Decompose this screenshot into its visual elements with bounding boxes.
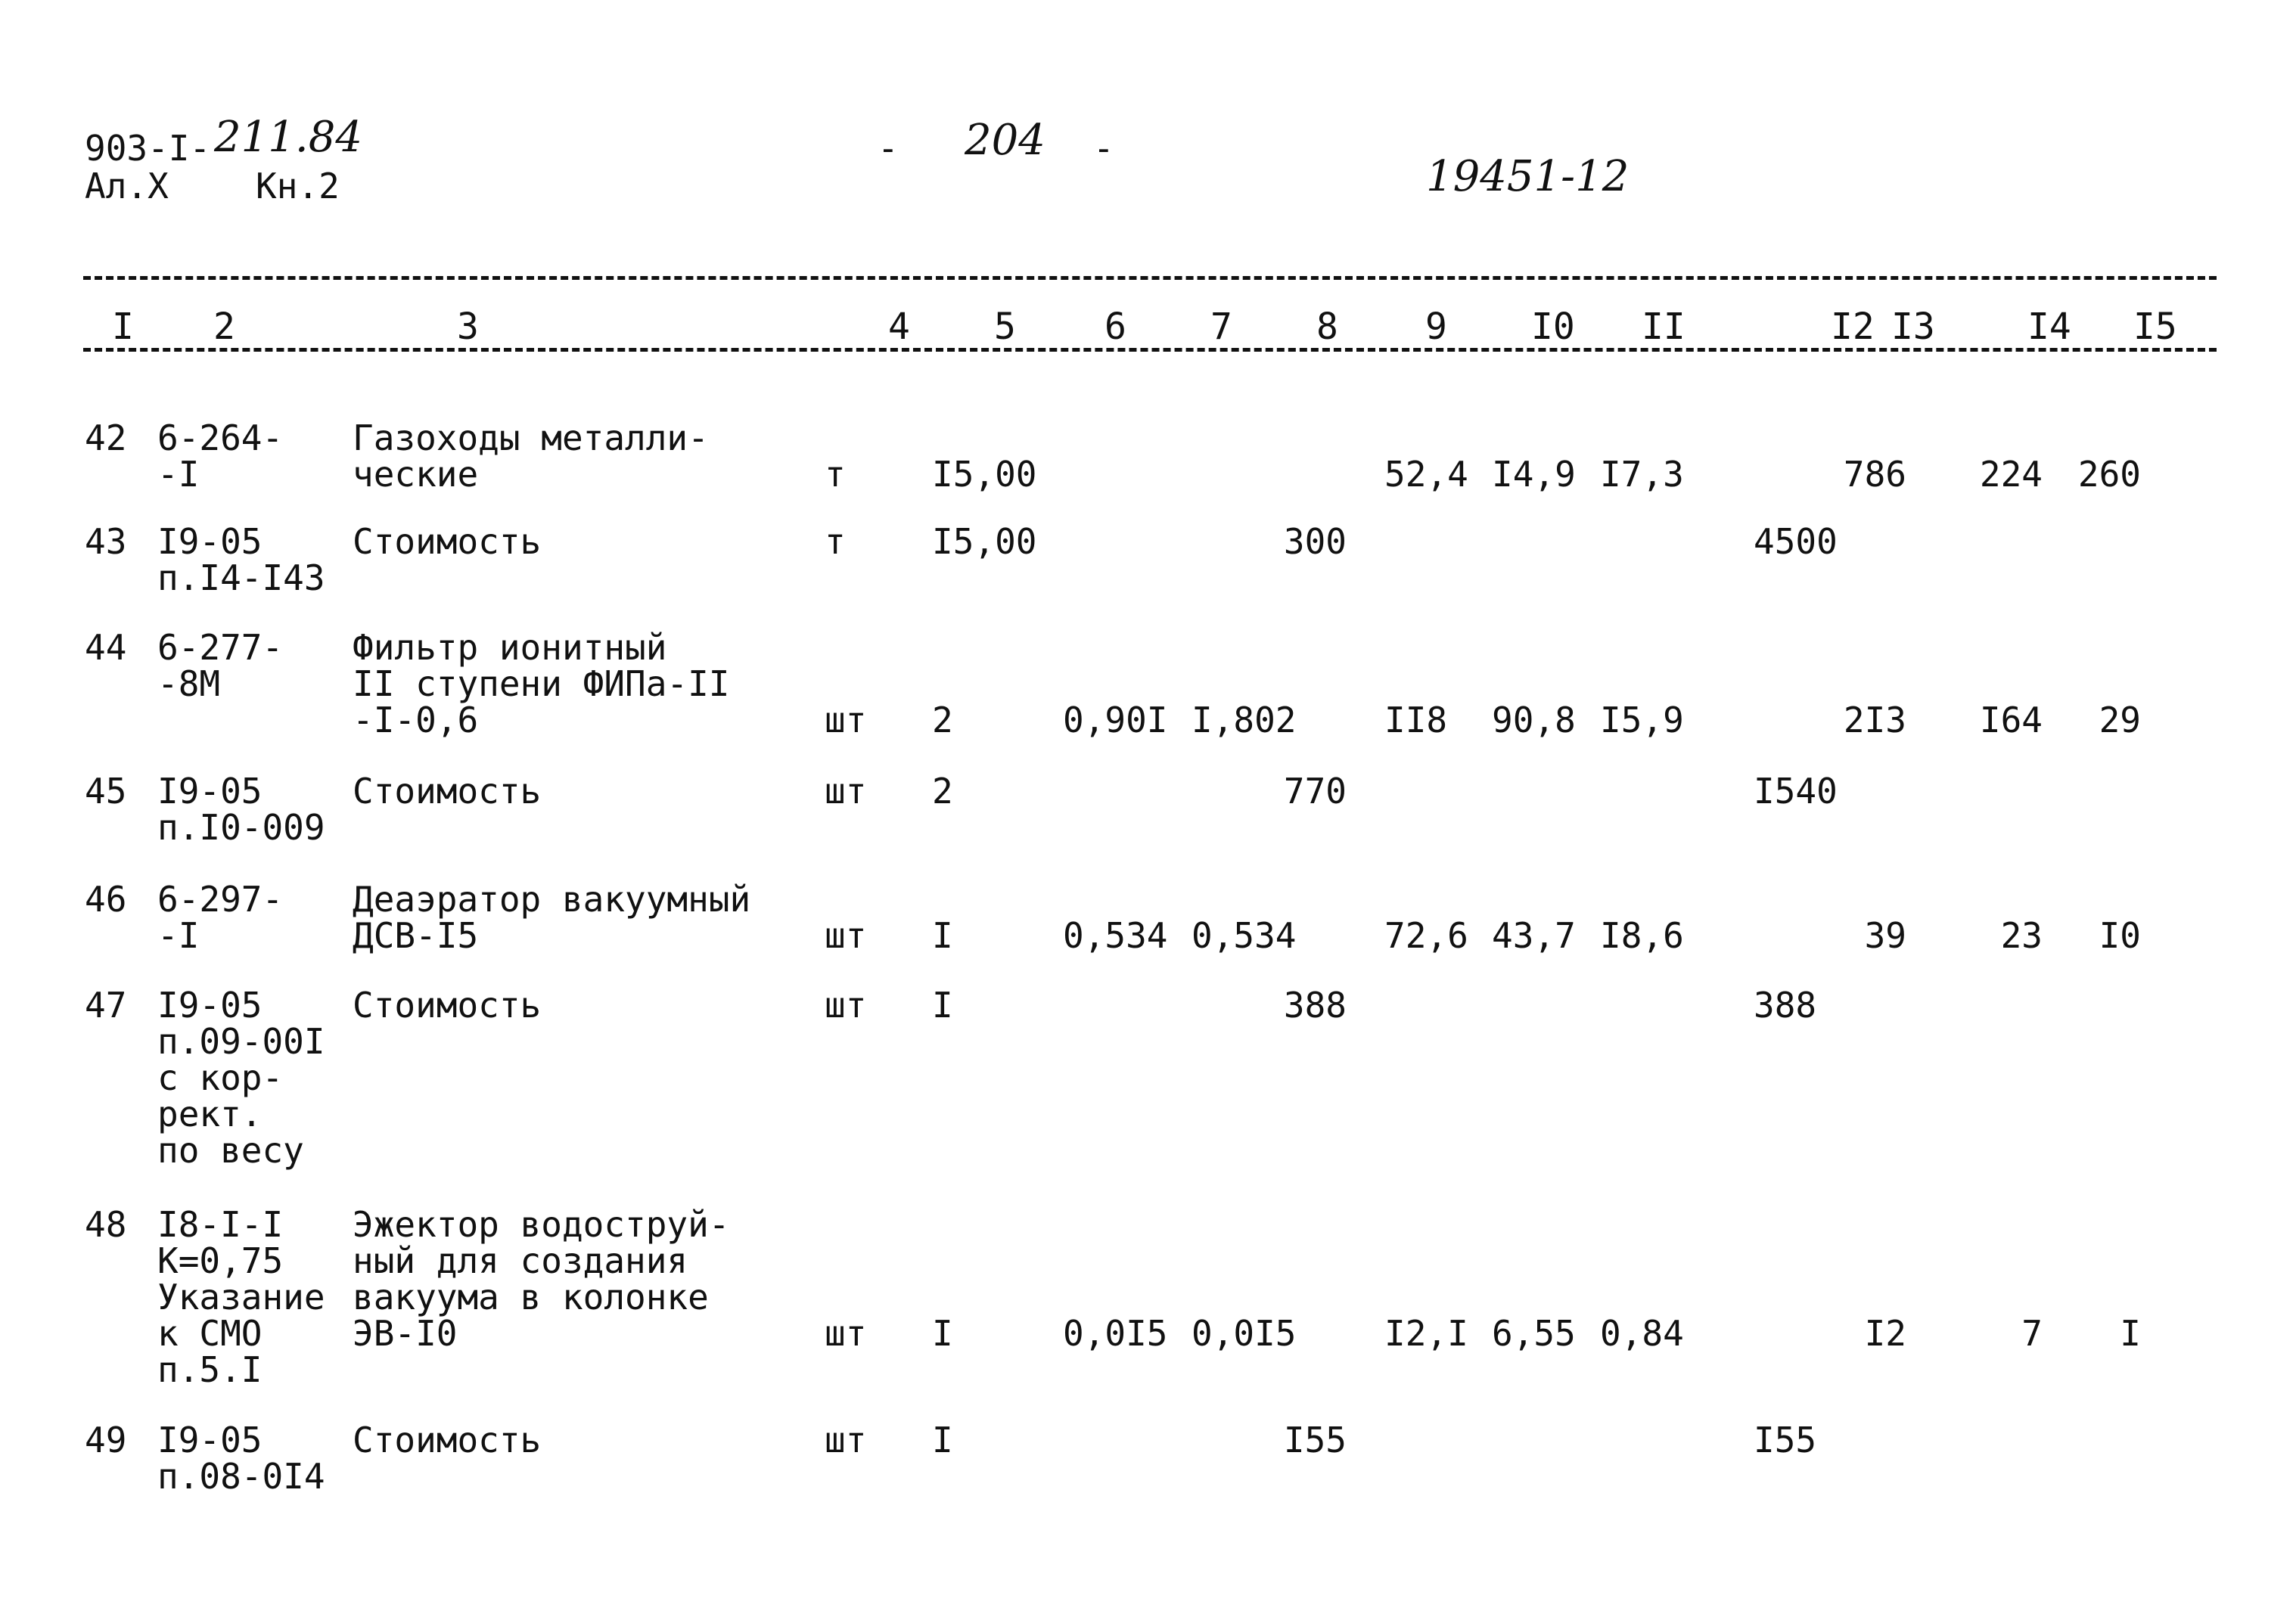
item-name: Фильтр ионитный bbox=[353, 627, 667, 668]
book-label: Кн.2 bbox=[256, 166, 340, 206]
unit-cell: шт bbox=[825, 1420, 867, 1460]
norm-code: с кор- bbox=[157, 1057, 284, 1098]
value-cell-c11: I7,3 bbox=[1600, 454, 1684, 495]
row-number: 44 bbox=[85, 627, 127, 668]
norm-code: Указание bbox=[157, 1277, 325, 1317]
norm-code: -8М bbox=[157, 663, 221, 704]
norm-code: I9-05 bbox=[157, 1420, 263, 1460]
header-rule-top bbox=[83, 276, 2217, 280]
norm-code: к СМО bbox=[157, 1313, 263, 1354]
header-rule-bottom bbox=[83, 348, 2217, 352]
value-cell-c7: 0,0I5 bbox=[1191, 1313, 1297, 1354]
value-cell-c8: 300 bbox=[1283, 521, 1347, 562]
row-number: 49 bbox=[85, 1420, 127, 1460]
value-cell-c14: 7 bbox=[2021, 1313, 2043, 1354]
page-dash-right: - bbox=[1093, 128, 1114, 169]
value-cell-c10: 6,55 bbox=[1492, 1313, 1576, 1354]
value-cell-c13: I2 bbox=[1864, 1313, 1906, 1354]
norm-code: 6-297- bbox=[157, 879, 284, 920]
norm-code: -I bbox=[157, 454, 200, 495]
unit-cell: т bbox=[825, 521, 846, 562]
column-header-cell: 4 bbox=[888, 306, 910, 348]
album-label: Ал.X bbox=[85, 166, 169, 206]
quantity-cell: 2 bbox=[932, 771, 953, 812]
norm-code: по весу bbox=[157, 1130, 304, 1171]
page-number: 204 bbox=[965, 116, 1045, 165]
quantity-cell: I bbox=[932, 1420, 953, 1460]
norm-code: п.08-0I4 bbox=[157, 1456, 325, 1497]
value-cell-c11: 0,84 bbox=[1600, 1313, 1684, 1354]
item-name: вакуума в колонке bbox=[353, 1277, 709, 1317]
column-header-cell: I2 bbox=[1831, 306, 1875, 348]
value-cell-c10: 90,8 bbox=[1492, 700, 1576, 740]
column-header-cell: 2 bbox=[213, 306, 235, 348]
row-number: 48 bbox=[85, 1204, 127, 1245]
value-cell-c7: I,802 bbox=[1191, 700, 1297, 740]
item-name: ДСВ-I5 bbox=[353, 915, 479, 956]
column-header-cell: 3 bbox=[457, 306, 479, 348]
value-cell-c12: I55 bbox=[1754, 1420, 1817, 1460]
row-number: 45 bbox=[85, 771, 127, 812]
norm-code: п.09-00I bbox=[157, 1021, 325, 1062]
item-name: Стоимость bbox=[353, 1420, 542, 1460]
item-name: ный для создания bbox=[353, 1240, 688, 1281]
column-header-cell: 7 bbox=[1210, 306, 1232, 348]
quantity-cell: I bbox=[932, 985, 953, 1026]
value-cell-c12: I540 bbox=[1754, 771, 1838, 812]
value-cell-c8: I55 bbox=[1283, 1420, 1347, 1460]
item-name: II ступени ФИПа-II bbox=[353, 663, 730, 704]
series-handwritten: 211.84 bbox=[214, 113, 362, 162]
unit-cell: т bbox=[825, 454, 846, 495]
norm-code: п.I4-I43 bbox=[157, 557, 325, 598]
value-cell-c8: 770 bbox=[1283, 771, 1347, 812]
norm-code: рект. bbox=[157, 1094, 263, 1134]
unit-cell: шт bbox=[825, 985, 867, 1026]
value-cell-c14: 224 bbox=[1979, 454, 2043, 495]
value-cell-c9: I2,I bbox=[1384, 1313, 1468, 1354]
unit-cell: шт bbox=[825, 915, 867, 956]
column-header-cell: 9 bbox=[1425, 306, 1447, 348]
column-header-cell: I5 bbox=[2133, 306, 2177, 348]
column-header-cell: 6 bbox=[1105, 306, 1126, 348]
row-number: 46 bbox=[85, 879, 127, 920]
value-cell-c9: 72,6 bbox=[1384, 915, 1468, 956]
norm-code: -I bbox=[157, 915, 200, 956]
value-cell-c12: 4500 bbox=[1754, 521, 1838, 562]
norm-code: 6-264- bbox=[157, 417, 284, 458]
value-cell-c15: I bbox=[2120, 1313, 2141, 1354]
series-number: 903-I- bbox=[85, 128, 211, 169]
norm-code: п.I0-009 bbox=[157, 807, 325, 848]
value-cell-c11: I8,6 bbox=[1600, 915, 1684, 956]
item-name: Газоходы металли- bbox=[353, 417, 709, 458]
value-cell-c10: 43,7 bbox=[1492, 915, 1576, 956]
item-name: Стоимость bbox=[353, 985, 542, 1026]
norm-code: I9-05 bbox=[157, 521, 263, 562]
value-cell-c15: 29 bbox=[2099, 700, 2141, 740]
value-cell-c14: I64 bbox=[1979, 700, 2043, 740]
row-number: 47 bbox=[85, 985, 127, 1026]
quantity-cell: I bbox=[932, 915, 953, 956]
quantity-cell: I5,00 bbox=[932, 454, 1037, 495]
value-cell-c15: I0 bbox=[2099, 915, 2141, 956]
page-dash-left: - bbox=[878, 128, 899, 169]
value-cell-c15: 260 bbox=[2077, 454, 2141, 495]
value-cell-c6: 0,534 bbox=[1063, 915, 1168, 956]
unit-cell: шт bbox=[825, 700, 867, 740]
value-cell-c6: 0,90I bbox=[1063, 700, 1168, 740]
item-name: Деаэратор вакуумный bbox=[353, 879, 751, 920]
column-header-cell: II bbox=[1642, 306, 1685, 348]
item-name: Стоимость bbox=[353, 771, 542, 812]
norm-code: I9-05 bbox=[157, 985, 263, 1026]
value-cell-c7: 0,534 bbox=[1191, 915, 1297, 956]
item-name: -I-0,6 bbox=[353, 700, 479, 740]
row-number: 43 bbox=[85, 521, 127, 562]
column-header-cell: I4 bbox=[2027, 306, 2071, 348]
row-number: 42 bbox=[85, 417, 127, 458]
item-name: ческие bbox=[353, 454, 479, 495]
quantity-cell: I bbox=[932, 1313, 953, 1354]
value-cell-c13: 2I3 bbox=[1843, 700, 1906, 740]
column-header-cell: I bbox=[112, 306, 134, 348]
unit-cell: шт bbox=[825, 1313, 867, 1354]
value-cell-c13: 39 bbox=[1864, 915, 1906, 956]
norm-code: I9-05 bbox=[157, 771, 263, 812]
item-name: Эжектор водоструй- bbox=[353, 1204, 730, 1245]
item-name: ЭВ-I0 bbox=[353, 1313, 458, 1354]
column-header-cell: 5 bbox=[994, 306, 1016, 348]
quantity-cell: 2 bbox=[932, 700, 953, 740]
quantity-cell: I5,00 bbox=[932, 521, 1037, 562]
value-cell-c13: 786 bbox=[1843, 454, 1906, 495]
value-cell-c11: I5,9 bbox=[1600, 700, 1684, 740]
value-cell-c10: I4,9 bbox=[1492, 454, 1576, 495]
unit-cell: шт bbox=[825, 771, 867, 812]
item-name: Стоимость bbox=[353, 521, 542, 562]
column-header-cell: 8 bbox=[1316, 306, 1338, 348]
value-cell-c9: II8 bbox=[1384, 700, 1448, 740]
column-header-cell: I3 bbox=[1891, 306, 1935, 348]
value-cell-c14: 23 bbox=[2000, 915, 2043, 956]
document-code: 19451-12 bbox=[1426, 152, 1630, 201]
value-cell-c6: 0,0I5 bbox=[1063, 1313, 1168, 1354]
value-cell-c8: 388 bbox=[1283, 985, 1347, 1026]
value-cell-c12: 388 bbox=[1754, 985, 1817, 1026]
norm-code: 6-277- bbox=[157, 627, 284, 668]
norm-code: п.5.I bbox=[157, 1349, 263, 1390]
value-cell-c9: 52,4 bbox=[1384, 454, 1468, 495]
column-header-cell: I0 bbox=[1531, 306, 1575, 348]
norm-code: I8-I-I bbox=[157, 1204, 284, 1245]
norm-code: К=0,75 bbox=[157, 1240, 284, 1281]
